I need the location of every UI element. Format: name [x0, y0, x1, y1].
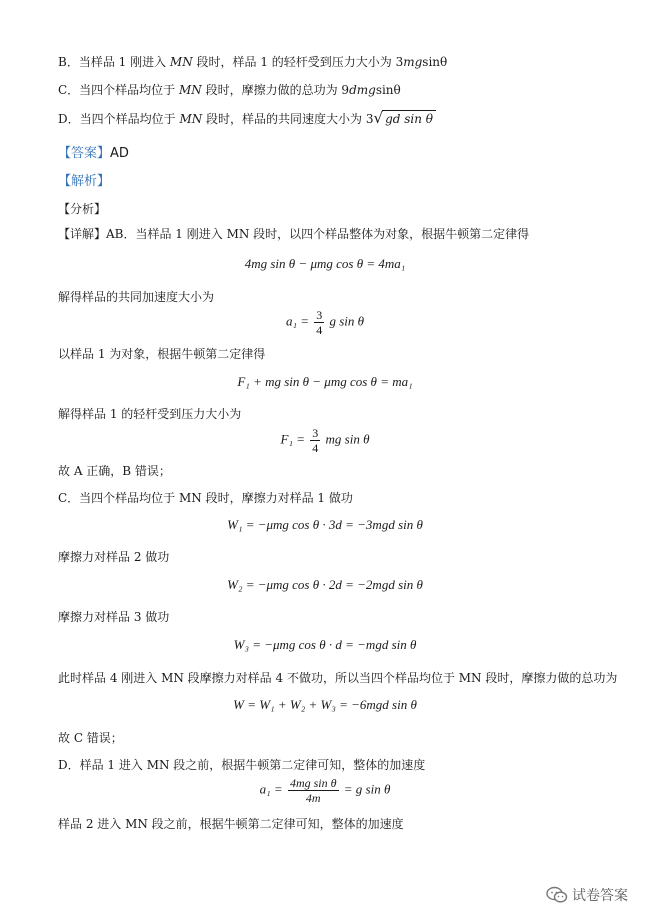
watermark-text: 试卷答案: [572, 888, 628, 904]
eq9-lhs: a₁ =: [259, 781, 283, 797]
eq4-num: 3: [312, 426, 319, 440]
equation-9: [0, 776, 650, 805]
option-b-tail: sinθ: [422, 55, 448, 69]
option-c-text2: 段时，摩擦力做的总功为 9: [201, 83, 350, 97]
eq9-den: 4m: [305, 791, 321, 805]
option-b-expr: mg: [403, 55, 423, 69]
option-d-text: D．当四个样品均位于: [58, 112, 180, 126]
option-c-text: C．当四个样品均位于: [58, 83, 179, 97]
detail-p4: 解得样品 1 的轻杆受到压力大小为: [58, 407, 242, 421]
eq4-fraction: [310, 426, 320, 455]
option-b-text: B．当样品 1 刚进入: [58, 55, 170, 69]
detail-p6: C．当四个样品均位于 MN 段时，摩擦力对样品 1 做功: [58, 491, 353, 505]
option-d-sqrt: gd sin θ: [382, 110, 436, 127]
equation-4: [0, 426, 650, 455]
detail-p7: 摩擦力对样品 2 做功: [58, 550, 170, 564]
eq2-rhs: g sin θ: [329, 313, 365, 329]
eq9-fraction: [288, 776, 339, 805]
option-c: [58, 82, 401, 98]
analysis-label: 【解析】: [58, 174, 111, 189]
equation-7: W₃ = −μmg cos θ · d = −mgd sin θ: [233, 637, 417, 652]
answer-value: AD: [110, 146, 129, 161]
answer-line: [58, 146, 129, 162]
eq2-lhs: a₁ =: [285, 313, 309, 329]
option-b-text2: 段时，样品 1 的轻杆受到压力大小为 3: [192, 55, 404, 69]
option-c-expr: dmg: [349, 83, 376, 97]
eq4-rhs: mg sin θ: [325, 431, 370, 447]
option-d-mn: MN: [179, 112, 203, 126]
option-d-text2: 段时，样品的共同速度大小为 3: [202, 112, 374, 126]
option-b: [58, 54, 447, 70]
detail-p10: 故 C 错误；: [58, 731, 123, 745]
equation-8: W = W₁ + W₂ + W₃ = −6mgd sin θ: [233, 697, 417, 712]
eq2-fraction: [314, 308, 324, 337]
eq4-den: 4: [312, 441, 319, 455]
fenxi-label: 【分析】: [58, 202, 107, 216]
eq2-num: 3: [316, 308, 323, 322]
detail-p11: D．样品 1 进入 MN 段之前，根据牛顿第二定律可知，整体的加速度: [58, 758, 426, 772]
equation-6: W₂ = −μmg cos θ · 2d = −2mgd sin θ: [227, 577, 423, 592]
equation-2: [0, 308, 650, 337]
option-c-mn: MN: [179, 83, 202, 97]
answer-label: 【答案】: [58, 146, 111, 161]
detail-p8: 摩擦力对样品 3 做功: [58, 610, 170, 624]
option-b-mn: MN: [169, 55, 193, 69]
option-c-tail: sinθ: [375, 83, 401, 97]
equation-3: F₁ + mg sin θ − μmg cos θ = ma₁: [237, 374, 413, 389]
detail-p9: 此时样品 4 刚进入 MN 段摩擦力对样品 4 不做功，所以当四个样品均位于 MN 段时，摩擦力做的总功为: [58, 671, 618, 685]
detail-p5: 故 A 正确，B 错误；: [58, 464, 171, 478]
watermark: [546, 885, 628, 905]
detail-p12: 样品 2 进入 MN 段之前，根据牛顿第二定律可知，整体的加速度: [58, 817, 404, 831]
option-d: D．当四个样品均位于 MN 段时，样品的共同速度大小为 3√ gd sin θ: [58, 110, 436, 127]
eq2-den: 4: [316, 323, 323, 337]
eq9-rhs: = g sin θ: [343, 781, 391, 797]
equation-5: W₁ = −μmg cos θ · 3d = −3mgd sin θ: [227, 517, 423, 532]
detail-p2: 解得样品的共同加速度大小为: [58, 290, 215, 304]
eq9-num: 4mg sin θ: [289, 776, 337, 790]
eq4-lhs: F₁ =: [280, 431, 306, 447]
wechat-icon: [546, 886, 568, 904]
detail-p1: 【详解】AB．当样品 1 刚进入 MN 段时，以四个样品整体为对象，根据牛顿第二定律得: [58, 227, 530, 241]
equation-1: 4mg sin θ − μmg cos θ = 4ma₁: [244, 256, 406, 271]
detail-p3: 以样品 1 为对象，根据牛顿第二定律得: [58, 347, 266, 361]
